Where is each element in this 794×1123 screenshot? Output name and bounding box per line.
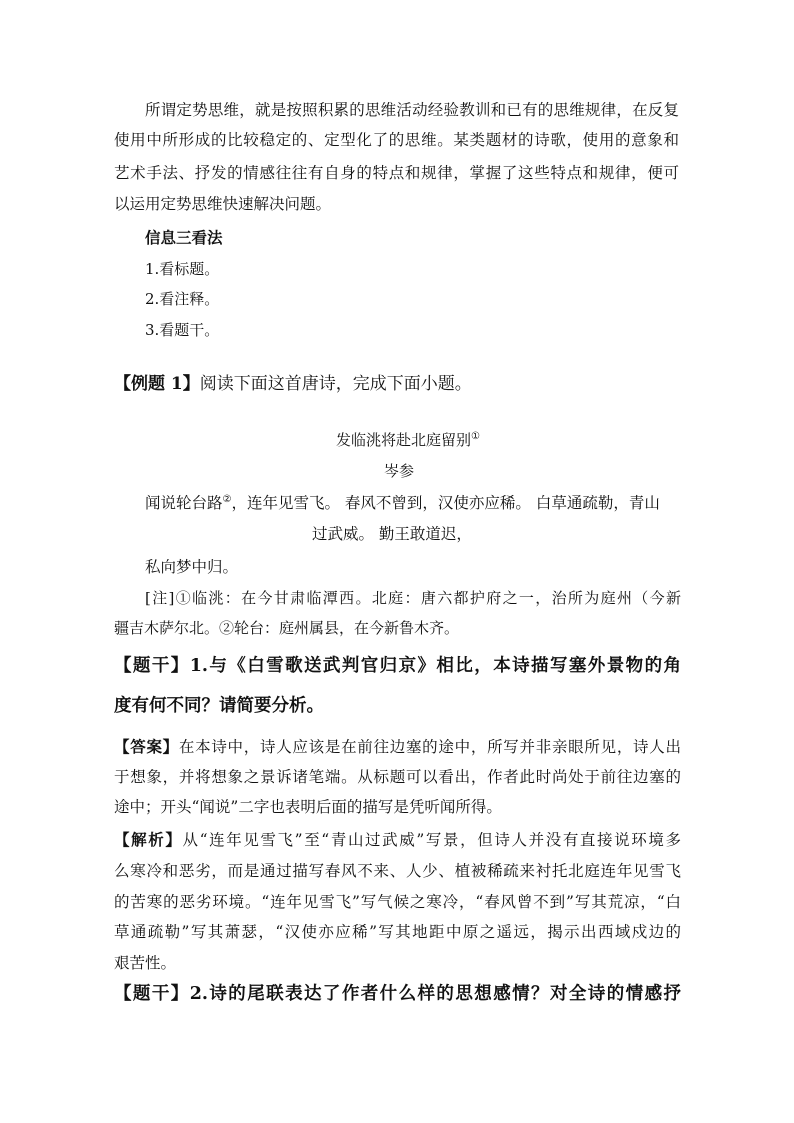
- example-instruction: 阅读下面这首唐诗，完成下面小题。: [199, 374, 472, 394]
- question-1-text: 1.与《白雪歌送武判官归京》相比，本诗描写塞外景物的角: [189, 656, 681, 676]
- poem-line-3: 私向梦中归。: [145, 558, 239, 576]
- intro-line-3: 艺术手法、抒发的情感往往有自身的特点和规律，掌握了这些特点和规律，便可: [114, 164, 679, 182]
- poem-title-note-mark: ①: [471, 431, 480, 442]
- intro-line-2: 使用中所形成的比较稳定的、定型化了的思维。某类题材的诗歌，使用的意象和: [114, 131, 679, 149]
- question-1-label: 【题干】: [114, 656, 190, 676]
- poem-line-1-a: 闻说轮台路: [145, 494, 223, 512]
- intro-line-1: 所谓定势思维，就是按照积累的思维活动经验教训和已有的思维规律，在反复: [145, 101, 679, 119]
- intro-line-4: 以运用定势思维快速解决问题。: [114, 195, 332, 213]
- question-2-text: 2.诗的尾联表达了作者什么样的思想感情？对全诗的情感抒: [189, 984, 681, 1004]
- analysis-1-line-5: 艰苦性。: [114, 954, 177, 972]
- poem-line-1-b: ，连年见雪飞。 春风不曾到，汉使亦应稀。 白草通疏勒，青山: [231, 494, 660, 512]
- poem-line-1-mark: ②: [222, 493, 232, 505]
- example-label: 【例题 1】: [114, 374, 200, 394]
- poem-author: 岑参: [384, 462, 415, 480]
- answer-label: 【答案】: [114, 737, 179, 756]
- analysis-1-line-3: 的苦寒的恶劣环境。“连年见雪飞”写气候之寒冷，“春风曾不到”写其荒凉，“白: [114, 893, 681, 911]
- analysis-1-line-2: 么寒冷和恶劣，而是通过描写春风不来、人少、植被稀疏来衬托北庭连年见雪飞: [114, 862, 681, 880]
- analysis-1-line-4: 草通疏勒”写其萧瑟，“汉使亦应稀”写其地距中原之遥远，揭示出西域戍边的: [114, 923, 681, 941]
- poem-line-1: [145, 493, 685, 513]
- analysis-label: 【解析】: [114, 830, 183, 849]
- info-item-1: 1.看标题。: [145, 260, 220, 278]
- answer-1-line-2: 于想象，并将想象之景诉诸笔端。从标题可以看出，作者此时尚处于前往边塞的: [114, 768, 681, 786]
- note-line-2: 疆吉木萨尔北。②轮台：庭州属县，在今新鲁木齐。: [114, 619, 460, 637]
- note-line-1: [注]①临洮：在今甘肃临潭西。北庭：唐六都护府之一，治所为庭州（今新: [145, 589, 681, 607]
- analysis-1-line-1: [114, 830, 681, 850]
- poem-line-2: 过武威。 勤王敢道迟，: [312, 525, 472, 543]
- example-heading: [114, 374, 472, 394]
- question-2-label: 【题干】: [114, 984, 190, 1004]
- poem-title-text: 发临洮将赴北庭留别: [336, 431, 472, 449]
- info-item-3: 3.看题干。: [145, 321, 220, 339]
- answer-1-text: 在本诗中，诗人应该是在前往边塞的途中，所写并非亲眼所见，诗人出: [178, 738, 681, 756]
- section-heading: 信息三看法: [145, 228, 223, 247]
- answer-1-line-1: [114, 737, 681, 757]
- poem-title: [336, 430, 480, 450]
- question-1-line-2: 度有何不同？请简要分析。: [114, 696, 324, 716]
- answer-1-line-3: 途中；开头“闻说”二字也表明后面的描写是凭听闻所得。: [114, 798, 502, 816]
- info-item-2: 2.看注释。: [145, 290, 220, 308]
- analysis-1-text: 从“连年见雪飞”至“青山过武威”写景，但诗人并没有直接说环境多: [182, 831, 681, 849]
- question-1-line-1: [114, 656, 681, 676]
- question-2-line-1: [114, 984, 681, 1004]
